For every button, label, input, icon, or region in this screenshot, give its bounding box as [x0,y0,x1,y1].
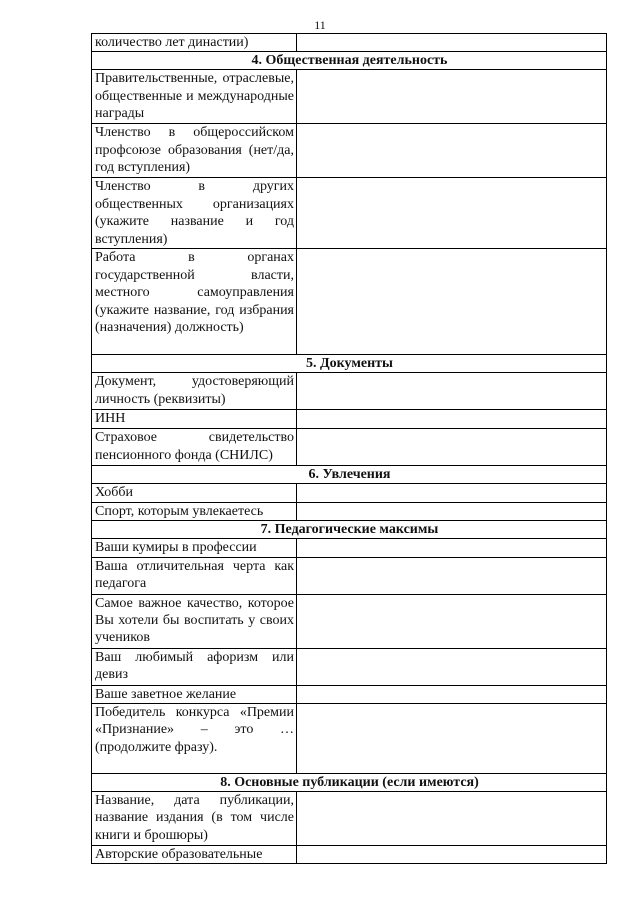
field-label: Хобби [92,484,297,502]
answer-cell[interactable] [297,178,607,249]
table-row [92,792,607,846]
table-row [92,539,607,557]
field-label: Победитель конкурса «Премии «Признание» – это … (продолжите фразу). [92,704,297,774]
table-row [92,648,607,685]
field-label: Страховое свидетельство пенсионного фонда (СНИЛС) [92,429,297,466]
table-row [92,846,607,864]
table-row [92,429,607,466]
table-row [92,70,607,124]
answer-cell[interactable] [297,484,607,502]
section-header-row [92,355,607,373]
answer-cell[interactable] [297,648,607,685]
section-title: 5. Документы [92,355,607,373]
questionnaire-table [91,33,607,864]
answer-cell[interactable] [297,557,607,594]
table-row [92,704,607,774]
table-row [92,34,607,52]
answer-cell[interactable] [297,34,607,52]
field-label: Название, дата публикации, название издания (в том числе книги и брошюры) [92,792,297,846]
section-title: 8. Основные публикации (если имеются) [92,774,607,792]
section-header-row [92,521,607,539]
answer-cell[interactable] [297,249,607,355]
answer-cell[interactable] [297,846,607,864]
section-title: 7. Педагогические максимы [92,521,607,539]
section-header-row [92,774,607,792]
field-label: количество лет династии) [92,34,297,52]
field-label: Ваш любимый афоризм или девиз [92,648,297,685]
answer-cell[interactable] [297,704,607,774]
answer-cell[interactable] [297,410,607,429]
table-row [92,124,607,178]
answer-cell[interactable] [297,539,607,557]
field-label: Работа в органах государственной власти, местного самоуправления (укажите название, год избрания (назначения) должность) [92,249,297,355]
table-row [92,594,607,648]
table-row [92,502,607,520]
field-label: ИНН [92,410,297,429]
table-row [92,178,607,249]
field-label: Ваши кумиры в профессии [92,539,297,557]
field-label: Ваша отличительная черта как педагога [92,557,297,594]
field-label: Спорт, которым увлекаетесь [92,502,297,520]
field-label: Самое важное качество, которое Вы хотели бы воспитать у своих учеников [92,594,297,648]
answer-cell[interactable] [297,792,607,846]
table-row [92,685,607,703]
section-title: 4. Общественная деятельность [92,52,607,70]
table-row [92,484,607,502]
table-row [92,410,607,429]
field-label: Документ, удостоверяющий личность (реквизиты) [92,373,297,410]
section-header-row [92,52,607,70]
answer-cell[interactable] [297,124,607,178]
answer-cell[interactable] [297,594,607,648]
field-label: Авторские образовательные [92,846,297,864]
answer-cell[interactable] [297,502,607,520]
section-header-row [92,466,607,484]
answer-cell[interactable] [297,373,607,410]
section-title: 6. Увлечения [92,466,607,484]
field-label: Членство в общероссийском профсоюзе образования (нет/да, год вступления) [92,124,297,178]
table-row [92,373,607,410]
table-row [92,557,607,594]
field-label: Ваше заветное желание [92,685,297,703]
answer-cell[interactable] [297,429,607,466]
field-label: Членство в других общественных организациях (укажите название и год вступления) [92,178,297,249]
table-row [92,249,607,355]
answer-cell[interactable] [297,70,607,124]
page-number: 11 [314,18,326,32]
answer-cell[interactable] [297,685,607,703]
field-label: Правительственные, отраслевые, общественные и международные награды [92,70,297,124]
